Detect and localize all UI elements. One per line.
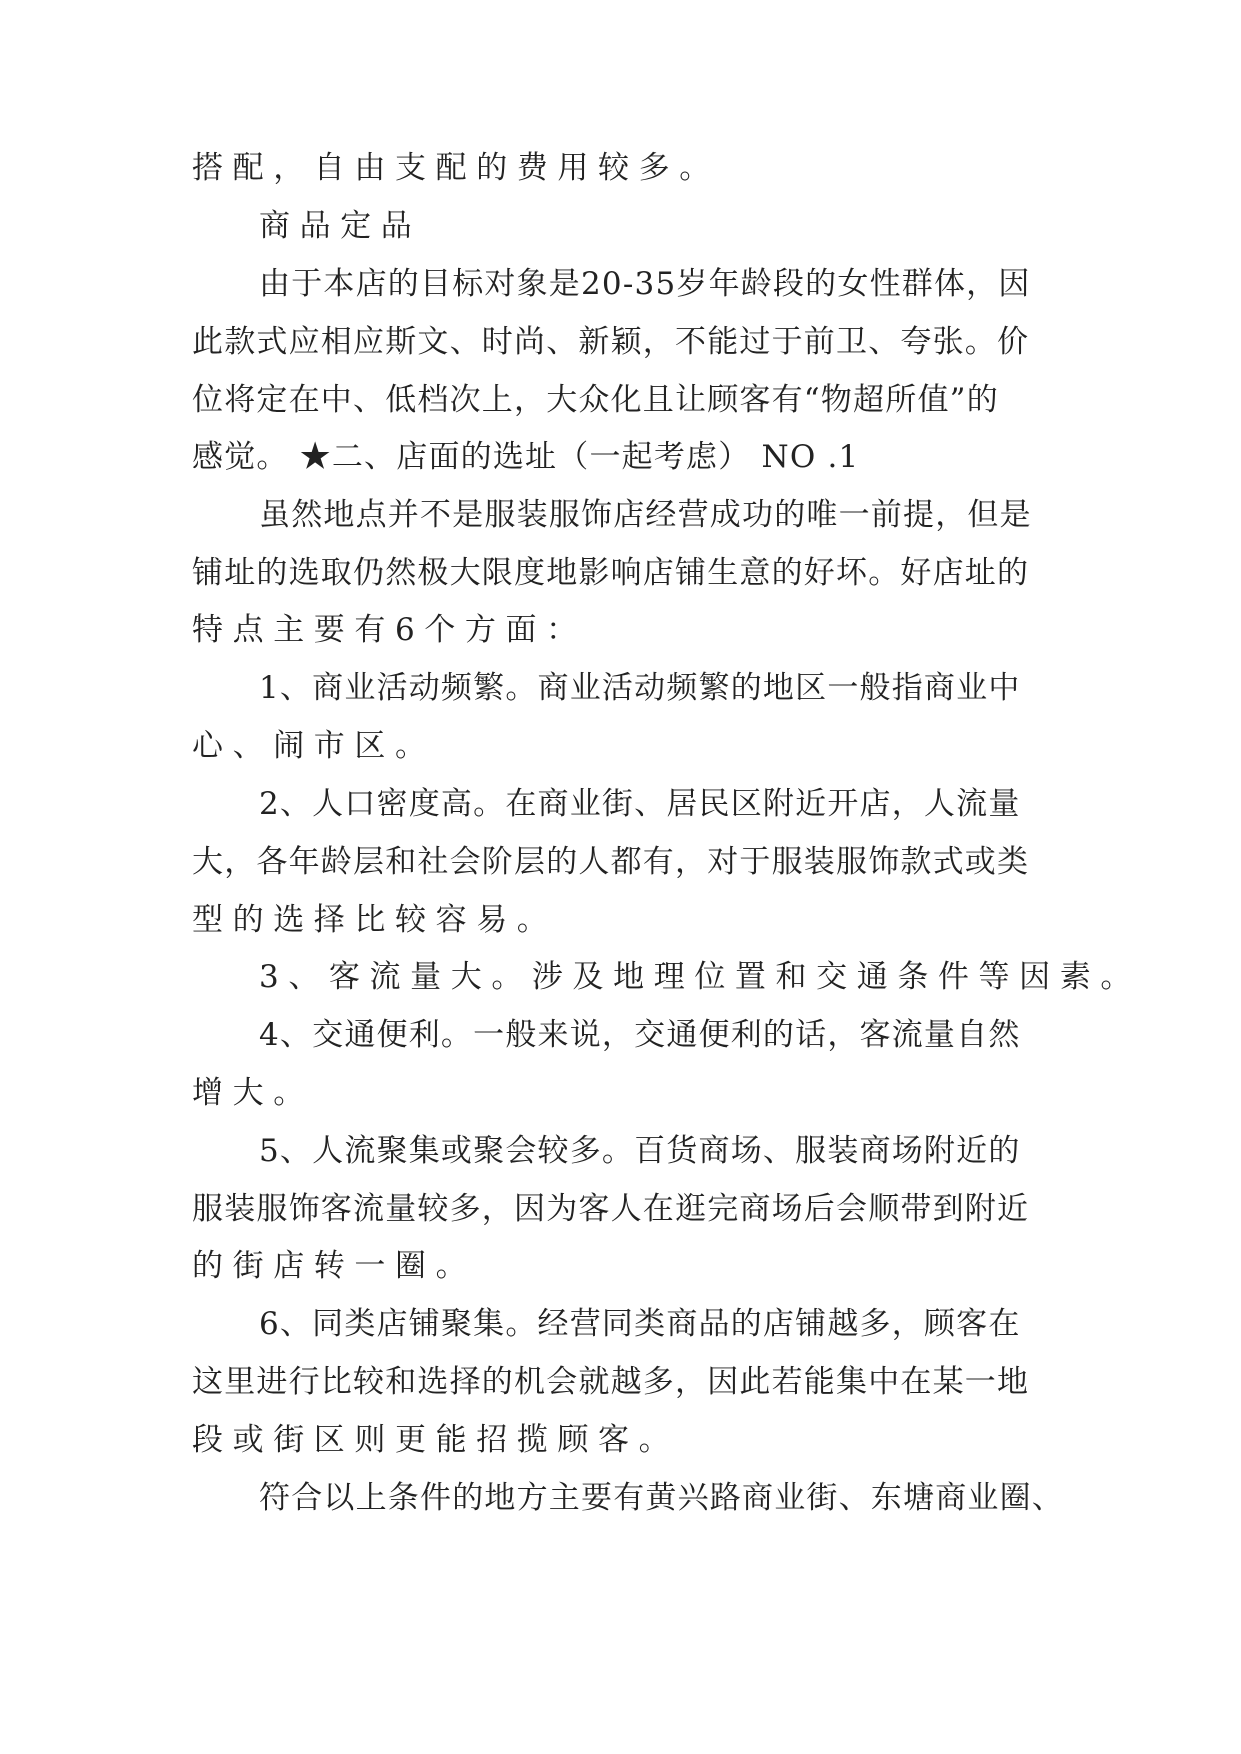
text-line: 铺址的选取仍然极大限度地影响店铺生意的好坏。好店址的 bbox=[192, 555, 1030, 591]
text-line: 特点主要有6个方面： bbox=[192, 612, 587, 648]
text-line: 此款式应相应斯文、时尚、新颖，不能过于前卫、夸张。价 bbox=[192, 324, 1030, 360]
list-item: 6、同类店铺聚集。经营同类商品的店铺越多，顾客在 bbox=[259, 1306, 1021, 1342]
list-item: 1、商业活动频繁。商业活动频繁的地区一般指商业中 bbox=[259, 670, 1021, 706]
text-line: 搭配，自由支配的费用较多。 bbox=[192, 150, 720, 186]
text-line: 的街店转一圈。 bbox=[192, 1248, 477, 1284]
list-item: 2、人口密度高。在商业街、居民区附近开店，人流量 bbox=[259, 786, 1021, 822]
text-line: 心、闹市区。 bbox=[192, 728, 436, 764]
text-line: 位将定在中、低档次上，大众化且让顾客有“物超所值”的 bbox=[192, 382, 999, 418]
list-item: 5、人流聚集或聚会较多。百货商场、服装商场附近的 bbox=[259, 1133, 1021, 1169]
text-line: 大，各年龄层和社会阶层的人都有，对于服装服饰款式或类 bbox=[192, 844, 1030, 880]
list-item: 3、客流量大。涉及地理位置和交通条件等因素。 bbox=[259, 959, 1141, 995]
text-line: 型的选择比较容易。 bbox=[192, 902, 558, 938]
text-line: 增大。 bbox=[192, 1075, 314, 1111]
text-line: 由于本店的目标对象是20-35岁年龄段的女性群体，因 bbox=[259, 266, 1031, 302]
section-heading: 商品定品 bbox=[259, 208, 422, 244]
text-line: 虽然地点并不是服装服饰店经营成功的唯一前提，但是 bbox=[259, 497, 1032, 533]
list-item: 4、交通便利。一般来说，交通便利的话，客流量自然 bbox=[259, 1017, 1021, 1053]
text-line: 这里进行比较和选择的机会就越多，因此若能集中在某一地 bbox=[192, 1364, 1030, 1400]
section-heading: 感觉。 ★二、店面的选址（一起考虑） NO .1 bbox=[192, 439, 860, 475]
text-line: 符合以上条件的地方主要有黄兴路商业街、东塘商业圈、 bbox=[259, 1480, 1064, 1516]
text-line: 段或街区则更能招揽顾客。 bbox=[192, 1422, 680, 1458]
text-line: 服装服饰客流量较多，因为客人在逛完商场后会顺带到附近 bbox=[192, 1191, 1030, 1227]
